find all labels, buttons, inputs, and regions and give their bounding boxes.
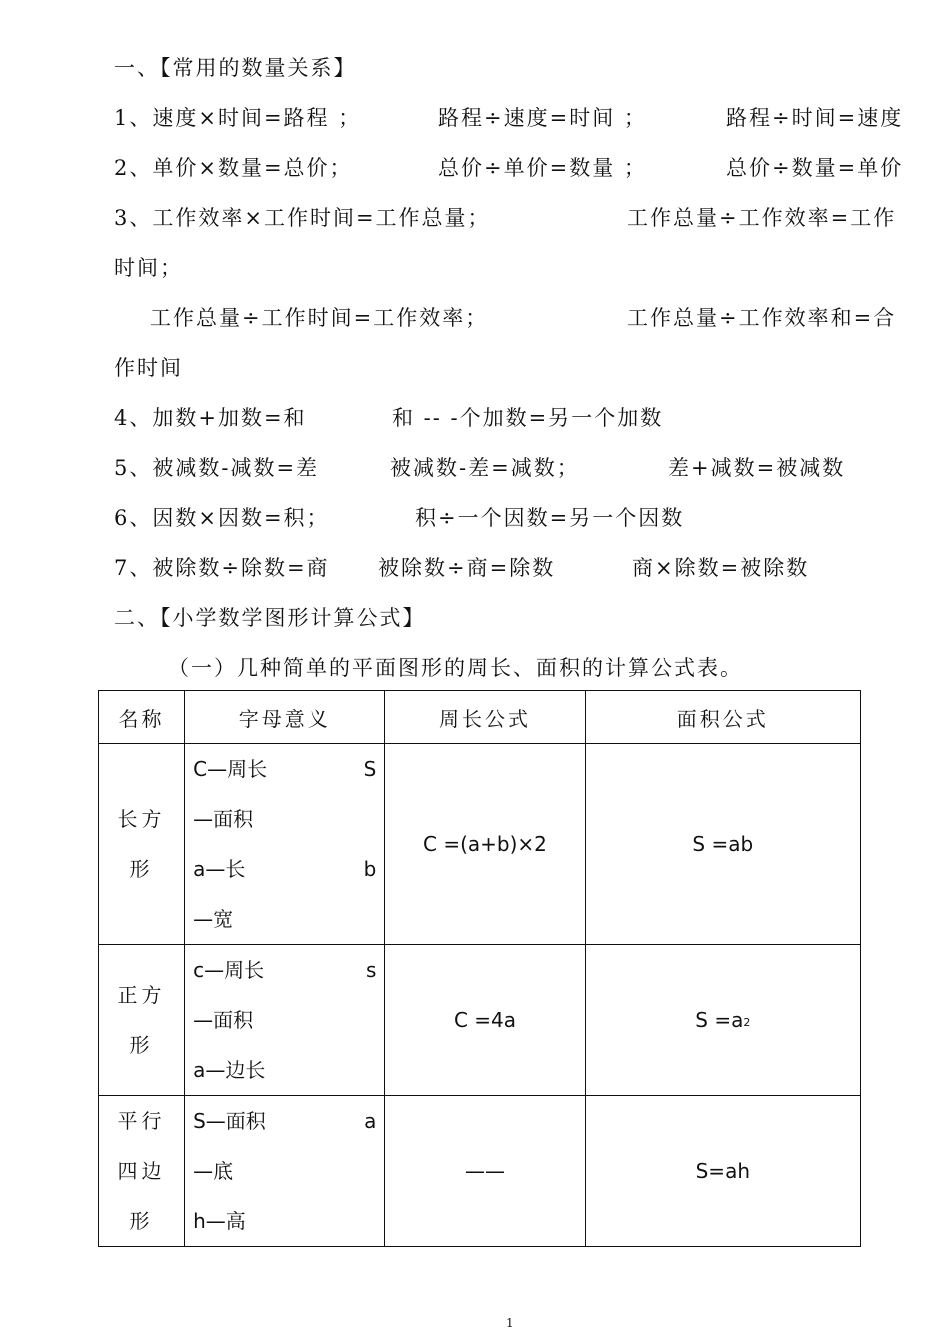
relation-5c: 差+减数=被减数 [668,456,846,480]
formula-table [98,690,861,1247]
perimeter-square: C =4a [385,945,585,1096]
relation-7c: 商×除数=被除数 [632,556,810,580]
table-header-row [99,691,861,744]
shape-name-parallelogram: 平行 四边 形 [99,1096,185,1247]
area-square: $S =a^2$ [585,945,860,1096]
shape-name-square: 正方 形 [99,945,185,1096]
relation-2a: 2、单价×数量=总价； [114,156,353,180]
header-perimeter: 周长公式 [385,691,585,744]
symbols-parallelogram: S—面积 a —底 h—高 [185,1096,385,1247]
perimeter-rectangle: C =(a+b)×2 [385,744,585,945]
relation-3a: 3、工作效率×工作时间=工作总量； [114,206,491,230]
relation-3b-continued: 时间； [114,256,183,280]
table-row-rectangle [99,744,861,945]
relation-6a: 6、因数×因数=积； [114,506,330,530]
header-name: 名称 [99,691,185,744]
relation-3d-continued: 作时间 [114,356,183,380]
relation-2b: 总价÷单价=数量 ； [438,156,647,180]
section-2-heading: 二、【小学数学图形计算公式】 [114,606,426,630]
perimeter-parallelogram: —— [385,1096,585,1247]
header-symbols: 字母意义 [185,691,385,744]
relation-3b: 工作总量÷工作效率=工作 [627,206,897,230]
relation-6b: 积÷一个因数=另一个因数 [415,506,685,530]
relation-3d: 工作总量÷工作效率和=合 [627,306,897,330]
relation-1a: 1、速度×时间=路程 ； [114,106,362,130]
table-row-parallelogram [99,1096,861,1247]
relation-4b: 和 -- -个加数=另一个加数 [392,406,664,430]
relation-1b: 路程÷速度=时间 ； [438,106,647,130]
area-parallelogram: S=ah [585,1096,860,1247]
relation-7b: 被除数÷商=除数 [378,556,556,580]
relation-2c: 总价÷数量=单价 [726,156,904,180]
table-row-square [99,945,861,1096]
relation-4a: 4、加数+加数=和 [114,406,307,430]
header-area: 面积公式 [585,691,860,744]
area-rectangle: S =ab [585,744,860,945]
relation-5a: 5、被减数-减数=差 [114,456,320,480]
relation-1c: 路程÷时间=速度 [726,106,904,130]
section-1-heading: 一、【常用的数量关系】 [114,56,357,80]
relation-5b: 被减数-差=减数； [390,456,580,480]
area-exponent: 2 [743,1016,751,1029]
symbols-square: c—周长 s —面积 a—边长 [185,945,385,1096]
relation-3c: 工作总量÷工作时间=工作效率； [150,306,489,330]
page-number: 1 [506,1316,514,1330]
table-caption: （一）几种简单的平面图形的周长、面积的计算公式表。 [168,656,743,680]
relation-7a: 7、被除数÷除数=商 [114,556,330,580]
shape-name-rectangle: 长方 形 [99,744,185,945]
symbols-rectangle: C—周长 S —面积 a—长 b —宽 [185,744,385,945]
